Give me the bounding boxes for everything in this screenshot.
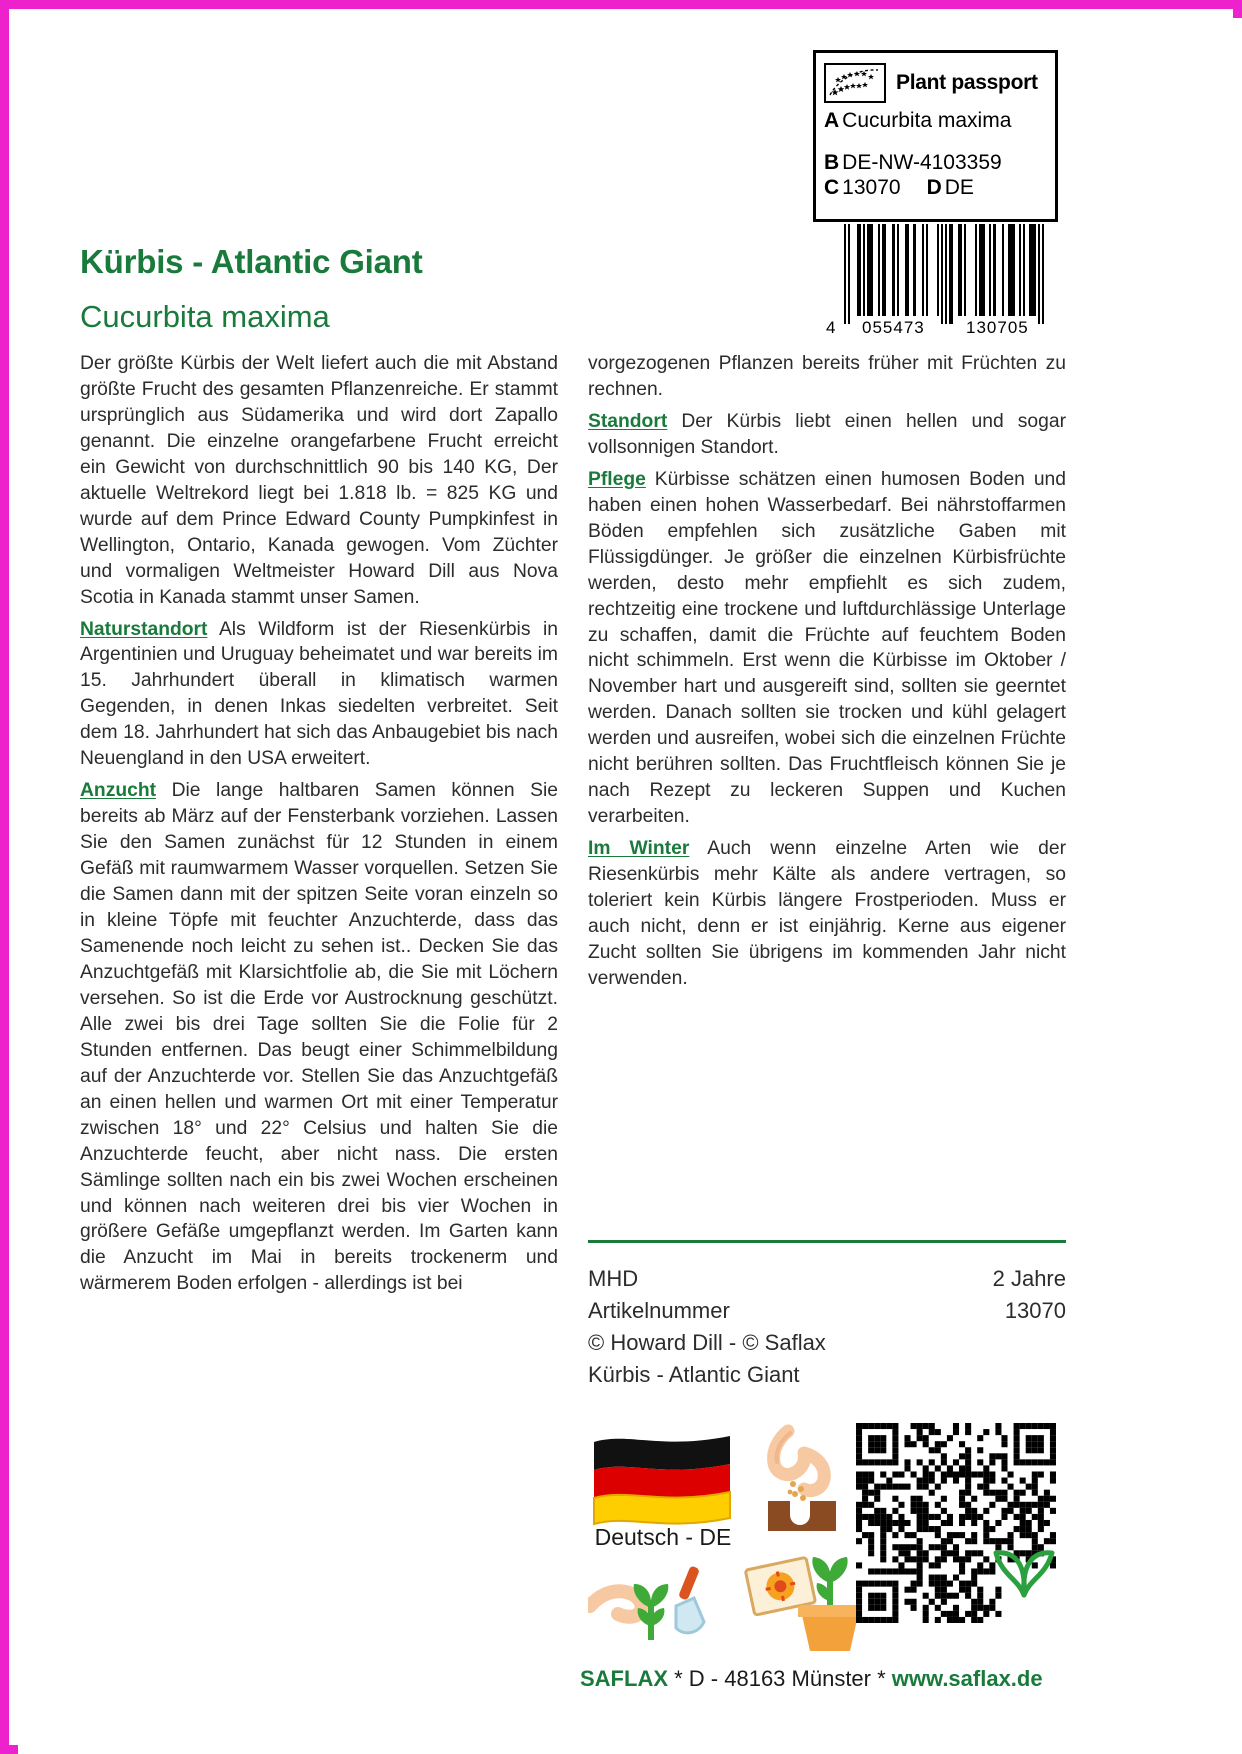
hand-sowing-seed-in-soil-icon (744, 1423, 856, 1535)
barcode-digit-left-group: 055473 (862, 318, 925, 337)
paragraph-standort (588, 409, 1066, 461)
mhd-label: MHD (588, 1266, 639, 1291)
section-heading-pflege: Pflege (588, 468, 646, 490)
page-subtitle-botanical-name: Cucurbita maxima (80, 299, 330, 334)
section-text-naturstandort: Als Wildform ist der Riesenkürbis in Argentinien und Uruguay beheimatet und war bereits im 15. Jahrhundert überall in klimatisch warmen Gegenden, in denen Inkas siedelten verbreitet. Seit dem 18. Jahrhundert hat sich das Anbaugebiet bis nach Neuengland in den USA erweitert. (80, 618, 558, 770)
passport-label-c: C (824, 176, 840, 200)
paragraph-anzucht (80, 778, 558, 1297)
section-heading-anzucht: Anzucht (80, 780, 157, 802)
eu-organic-leaf-stars-logo (824, 63, 886, 103)
passport-row-b (824, 150, 1047, 176)
language-block (588, 1430, 738, 1551)
ean13-barcode (826, 224, 1044, 342)
body-column-left (80, 351, 558, 1297)
paragraph-naturstandort (80, 617, 558, 773)
section-text-anzucht: Die lange haltbaren Samen können Sie bereits ab März auf der Fensterbank vorziehen. Lassen Sie den Samen zunächst für 12 Stunden in einem Gefäß mit raumwarmem Wasser vorquellen. Setzen Sie die Samen dann mit der spitzen Seite voran einzeln so in kleine Töpfe mit feuchter Anzuchterde, dass das Samenende noch leicht zu sehen ist.. Decken Sie das Anzuchtgefäß mit Klarsichtfolie ab, die Sie mit Löchern versehen. So ist die Erde vor Austrocknung geschützt. Alle zwei bis drei Tage sollten Sie die Folie für 2 Stunden entfernen. Das beugt einer Schimmelbildung auf der Anzuchterde vor. Stellen Sie das Anzuchtgefäß an einen hellen und warmen Ort mit einer Temperatur zwischen 18° und 22° Celsius und halten Sie die Anzuchterde feucht, aber nicht nass. Die ersten Sämlinge sollten nach ein bis zwei Wochen erscheinen und können nach weiteren drei bis vier Wochen in größere Gefäße umgepflanzt werden. Im Garten kann die Anzucht im Mai in bereits trockenerm und wärmerem Boden erfolgen - allerdings ist bei (80, 780, 558, 1295)
language-label: Deutsch - DE (594, 1524, 732, 1550)
passport-label-d: D (926, 176, 942, 200)
copyright-line: © Howard Dill - © Saflax (588, 1330, 826, 1356)
footer-brand: SAFLAX (580, 1666, 668, 1691)
paragraph-im-winter (588, 836, 1066, 992)
page-title: Kürbis - Atlantic Giant (80, 243, 423, 280)
barcode-digit-first: 4 (826, 318, 837, 337)
section-text-im-winter: Auch wenn einzelne Arten wie der Riesenkürbis mehr Kälte als andere vertragen, so toleriert kein Kürbis längere Frostperioden. Muss er auch nicht, denn er ist einjährig. Kerne aus eigener Zucht sollten Sie übrigens im kommenden Jahr nicht verwenden. (588, 838, 1067, 989)
passport-value-d: DE (944, 176, 974, 200)
german-flag-icon (588, 1430, 736, 1526)
qr-code-block (856, 1423, 1056, 1623)
footer-website[interactable]: www.saflax.de (891, 1666, 1043, 1691)
section-text-pflege: Kürbisse schätzen einen humosen Boden und haben einen hohen Wasserbedarf. Bei nährstoffarmen Böden empfehlen sich zusätzliche Gaben mit Flüssigdünger. Je größer die einzelnen Kürbisfrüchte werden, desto mehr empfiehlt es sich zudem, rechtzeitig eine trockene und luftdurchlässige Unterlage zu schaffen, damit die Früchte auf feuchtem Boden nicht schimmeln. Erst wenn die Kürbisse im Oktober / November hart und ausgereift sind, sollten sie geerntet werden. Danach sollten sie trocken und kühl gelagert werden und ausreifen, wobei sich die einzelnen Früchte nicht berühren sollten. Das Fruchtfleisch können Sie je nach Rezept zu leckeren Suppen und Kuchen verarbeiten. (588, 468, 1066, 828)
passport-row-cd (824, 175, 1047, 201)
article-number-value: 13070 (1004, 1298, 1066, 1324)
passport-value-c: 13070 (842, 176, 901, 200)
passport-row-a (824, 108, 1047, 134)
product-name-line: Kürbis - Atlantic Giant (588, 1362, 800, 1388)
green-leaf-icon (988, 1535, 1060, 1599)
passport-value-b: DE-NW-4103359 (842, 150, 1002, 174)
green-divider (588, 1240, 1066, 1243)
passport-label-b: B (824, 150, 840, 174)
footer-line (580, 1666, 1066, 1692)
footer-address: * D - 48163 Münster * (674, 1666, 886, 1691)
barcode-digit-right-group: 130705 (966, 318, 1029, 337)
info-row-article-number (588, 1295, 1066, 1327)
plant-passport-box (813, 50, 1058, 222)
section-text-standort: Der Kürbis liebt einen hellen und sogar vollsonnigen Standort. (588, 410, 1066, 458)
barcode-bars (844, 224, 1044, 316)
passport-value-a: Cucurbita maxima (842, 109, 1012, 132)
product-info-block (588, 1263, 1066, 1391)
section-heading-standort: Standort (588, 410, 668, 432)
passport-label-a: A (824, 109, 840, 132)
passport-title: Plant passport (896, 71, 1038, 94)
info-row-mhd (588, 1263, 1066, 1295)
body-column-right (588, 351, 1066, 992)
paragraph-intro: Der größte Kürbis der Welt liefert auch die mit Abstand größte Frucht des gesamten Pflanzenreiche. Er stammt ursprünglich aus Südamerika und wird dort Zapallo genannt. Die einzelne orangefarbene Frucht erreicht ein Gewicht von durchschnittlich 90 bis 140 KG, Der aktuelle Weltrekord liegt bei 1.818 lb. = 825 KG und wurde auf dem Prince Edward County Pumpkinfest in Wellington, Ontario, Kanada gewogen. Vom Züchter und vormaligen Weltmeister Howard Dill aus Nova Scotia in Kanada stammt unser Samen. (80, 353, 558, 608)
seed-packet-sheet (18, 18, 1242, 1754)
section-heading-im-winter: Im Winter (588, 838, 690, 860)
seed-packet-and-potted-seedling-icon (744, 1543, 872, 1655)
paragraph-pflege (588, 467, 1066, 830)
mhd-value: 2 Jahre (992, 1266, 1066, 1291)
paragraph-anzucht-continued: vorgezogenen Pflanzen bereits früher mit Früchten zu rechnen. (588, 353, 1066, 400)
hand-planting-seedling-with-trowel-icon (588, 1548, 718, 1656)
section-heading-naturstandort: Naturstandort (80, 618, 208, 640)
article-number-label: Artikelnummer (588, 1298, 730, 1324)
passport-header (824, 59, 1047, 107)
